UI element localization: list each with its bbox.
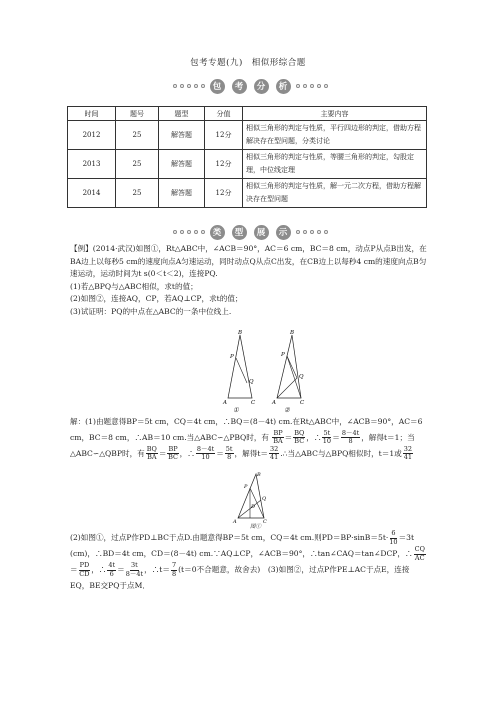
denominator: CD bbox=[79, 569, 90, 578]
figure-1-caption: ① bbox=[233, 406, 239, 414]
numerator: 32 bbox=[269, 444, 279, 453]
fraction bbox=[414, 546, 426, 562]
point-label-a: A bbox=[233, 519, 237, 524]
table-cell: 相似三角形的判定与性质，等腰三角形的判定，勾股定理，中位线定理 bbox=[243, 150, 427, 179]
point-label-c: C bbox=[300, 400, 305, 405]
numerator: 4t bbox=[108, 561, 116, 569]
segment-aq bbox=[277, 378, 297, 398]
fraction bbox=[107, 562, 116, 578]
table-header: 时间 bbox=[68, 107, 116, 121]
section-banner-analysis bbox=[150, 78, 350, 94]
table-row bbox=[68, 121, 427, 150]
point-label-d: D bbox=[251, 504, 256, 510]
denominator: 6 bbox=[109, 569, 114, 578]
dot-icon bbox=[173, 84, 177, 88]
point-label-p: P bbox=[230, 354, 234, 360]
solution-text: .∴当△ABC与△BPQ相似时，t＝1或 bbox=[280, 448, 402, 458]
denominator: BC bbox=[168, 453, 178, 461]
fraction bbox=[196, 446, 215, 462]
example-problem bbox=[70, 243, 428, 318]
figure-3-diagram bbox=[226, 470, 270, 524]
dot-icon bbox=[303, 230, 307, 234]
figure-3-caption: 图① bbox=[250, 524, 262, 530]
solution-text: ，∴ bbox=[179, 448, 195, 458]
numerator: CQ bbox=[414, 545, 425, 553]
dot-icon bbox=[187, 230, 191, 234]
point-label-a: A bbox=[272, 400, 276, 405]
dot-icon bbox=[296, 84, 300, 88]
table-cell: 2014 bbox=[68, 179, 116, 208]
solution-text: 解：(1)由题意得BP＝5t cm，CQ＝4t cm，∴BQ＝(8－4t) cm.在Rt△ABC中，∠ACB＝90°，AC＝6 cm，BC＝8 cm，∴AB＝10 cm.当△ABC∽△PBQ时，有 bbox=[70, 417, 423, 442]
table-cell: 相似三角形的判定与性质，平行四边形的判定，借助方程解决存在型问题，分类讨论 bbox=[243, 121, 427, 150]
denominator: BA bbox=[273, 437, 283, 445]
denominator: 41 bbox=[269, 453, 279, 461]
fraction bbox=[146, 446, 158, 462]
dot-icon bbox=[317, 230, 321, 234]
denominator: 8－4t bbox=[125, 569, 144, 578]
point-label-c: C bbox=[263, 519, 267, 524]
denominator: 8 bbox=[171, 569, 177, 578]
section-banner-examples bbox=[150, 224, 350, 240]
fraction bbox=[403, 446, 413, 462]
point-label-b: B bbox=[257, 472, 261, 478]
fraction bbox=[79, 562, 91, 578]
solution-text: ，∴ bbox=[306, 432, 322, 442]
banner-char: 分 bbox=[254, 79, 269, 94]
table-cell: 解答题 bbox=[159, 179, 205, 208]
solution-text: ，解得t＝ bbox=[234, 448, 268, 458]
dot-icon bbox=[310, 84, 314, 88]
point-label-p: P bbox=[281, 352, 285, 358]
numerator: BP bbox=[168, 444, 178, 453]
dot-icon bbox=[194, 84, 198, 88]
solution-text: (2)如图①，过点P作PD⊥BC于点D.由题意得BP＝5t cm，CQ＝4t cm.则PD＝BP·sinB＝5t· bbox=[70, 533, 389, 542]
question-2: (2)如图②，连接AQ，CP，若AQ⊥CP，求t的值； bbox=[70, 294, 243, 303]
numerator: BP bbox=[273, 428, 283, 437]
denominator: 8 bbox=[227, 453, 232, 461]
denominator: AC bbox=[414, 553, 425, 562]
fraction bbox=[167, 446, 178, 462]
point-label-q: Q bbox=[262, 496, 267, 502]
banner-char: 型 bbox=[232, 225, 247, 240]
fraction bbox=[293, 430, 305, 446]
dot-icon bbox=[303, 84, 307, 88]
solution-part-1: 解：(1)由题意得BP＝5t cm，CQ＝4t cm，∴BQ＝(8－4t) cm.在Rt△ABC中，∠ACB＝90°，AC＝6 cm，BC＝8 cm，∴AB＝10 cm.当△ABC∽△PBQ时，有 $\frac{BP}{BA}$ ＝ $\frac{BQ}{BC}$ ，∴ $\frac{5t}{10}$ ＝ $\frac{8-4t}{8}$ ，解得t＝1；当△ABC∽△QBP时，有 $\frac{BQ}{BA}$ ＝ $\frac{BP}{BC}$ ，∴ $\frac{8-4t}{10}$ ＝ $\frac{5t}{8}$ ，解得t＝ $\frac{32}{41}$ .∴当△ABC与△BPQ相似时，t＝1或 $\frac{32}{41}$ bbox=[70, 417, 423, 461]
point-label-q: Q bbox=[299, 374, 304, 380]
fraction bbox=[322, 430, 331, 446]
denominator: BA bbox=[147, 453, 157, 461]
table-cell: 12分 bbox=[205, 150, 243, 179]
dot-icon bbox=[187, 84, 191, 88]
table-row bbox=[68, 179, 427, 208]
table-cell: 25 bbox=[116, 179, 159, 208]
numerator: 7 bbox=[171, 561, 177, 569]
dot-icon bbox=[201, 84, 205, 88]
table-cell: 解答题 bbox=[159, 150, 205, 179]
fraction bbox=[171, 562, 177, 578]
dot-icon bbox=[194, 230, 198, 234]
point-label-q: Q bbox=[249, 379, 254, 385]
solution-text: ，∴ bbox=[91, 565, 107, 574]
banner-char: 包 bbox=[210, 79, 225, 94]
fraction bbox=[225, 446, 234, 462]
numerator: 5t bbox=[225, 444, 233, 453]
page-title: 包考专题(九) 相似形综合题 bbox=[190, 58, 306, 68]
point-label-a: A bbox=[223, 400, 227, 405]
banner-char: 考 bbox=[232, 79, 247, 94]
numerator: BQ bbox=[294, 428, 305, 437]
point-label-p: P bbox=[244, 484, 248, 490]
denominator: 8 bbox=[348, 437, 353, 445]
banner-char: 类 bbox=[210, 225, 225, 240]
table-header: 分值 bbox=[205, 107, 243, 121]
dot-icon bbox=[317, 84, 321, 88]
numerator: 32 bbox=[403, 444, 413, 453]
table-header: 主要内容 bbox=[243, 107, 427, 121]
table-cell: 2012 bbox=[68, 121, 116, 150]
table-cell: 12分 bbox=[205, 121, 243, 150]
fraction bbox=[269, 446, 279, 462]
banner-char: 析 bbox=[276, 79, 291, 94]
solution-text: ，∴t＝ bbox=[144, 565, 170, 574]
numerator: 6 bbox=[391, 529, 396, 537]
table-header: 题型 bbox=[159, 107, 205, 121]
triangle-abc bbox=[238, 474, 267, 518]
numerator: 8－4t bbox=[196, 444, 215, 453]
denominator: 10 bbox=[389, 537, 398, 546]
dot-icon bbox=[180, 230, 184, 234]
fraction bbox=[389, 530, 397, 546]
solution-text: (t＝0不合题意，故舍去) (3)如图②，过点P作PE⊥AC于点E，连接EQ，BE交PQ于点M． bbox=[70, 565, 410, 590]
figure-1-diagram bbox=[220, 328, 260, 405]
figure-2-diagram bbox=[268, 328, 310, 405]
table-cell: 25 bbox=[116, 121, 159, 150]
solution-text: ＝3t (cm)，∴BD＝4t cm，CD＝(8－4t) cm.∵AQ⊥CP，∠ACB＝90°，∴tan∠CAQ＝tan∠DCP，∴ bbox=[70, 533, 415, 558]
exam-analysis-table bbox=[67, 106, 427, 208]
triangle-abc bbox=[277, 335, 301, 398]
dot-icon bbox=[173, 230, 177, 234]
numerator: 8－4t bbox=[341, 428, 360, 437]
banner-char: 展 bbox=[254, 225, 269, 240]
dot-icon bbox=[180, 84, 184, 88]
table-header-row bbox=[68, 107, 427, 121]
figure-2-caption: ② bbox=[284, 406, 290, 414]
fraction bbox=[126, 562, 143, 578]
denominator: 10 bbox=[201, 453, 210, 461]
question-1: (1)若△BPQ与△ABC相似，求t的值； bbox=[70, 281, 198, 291]
dot-icon bbox=[201, 230, 205, 234]
fraction bbox=[341, 430, 360, 446]
table-cell: 解答题 bbox=[159, 121, 205, 150]
table-cell: 12分 bbox=[205, 179, 243, 208]
dot-icon bbox=[296, 230, 300, 234]
point-label-c: C bbox=[251, 400, 256, 405]
denominator: BC bbox=[294, 437, 305, 445]
denominator: 41 bbox=[403, 453, 413, 461]
numerator: 3t bbox=[131, 561, 138, 569]
denominator: 10 bbox=[322, 437, 331, 445]
table-cell: 25 bbox=[116, 150, 159, 179]
fraction bbox=[272, 430, 283, 446]
dot-icon bbox=[324, 84, 328, 88]
table-cell: 相似三角形的判定与性质，解一元二次方程，借助方程解决存在型问题 bbox=[243, 179, 427, 208]
problem-statement: 【例】(2014·武汉)如图①，Rt△ABC中，∠ACB＝90°，AC＝6 cm，BC＝8 cm，动点P从点B出发，在BA边上以每秒5 cm的速度向点A匀速运动，同时动点Q从点C出发，在CB边上以每秒4 cm的速度向点B匀速运动，运动时间为t s(0＜t＜2)，连接PQ. bbox=[70, 244, 427, 278]
banner-char: 示 bbox=[276, 225, 291, 240]
numerator: PD bbox=[79, 561, 90, 569]
question-3: (3)试证明：PQ的中点在△ABC的一条中位线上. bbox=[70, 306, 232, 316]
point-label-b: B bbox=[238, 330, 243, 336]
point-label-b: B bbox=[290, 330, 295, 336]
dot-icon bbox=[310, 230, 314, 234]
table-header: 题号 bbox=[116, 107, 159, 121]
solution-text: ，解得t＝1；当△ABC∽△QBP时，有 bbox=[70, 432, 415, 458]
table-cell: 2013 bbox=[68, 150, 116, 179]
numerator: BQ bbox=[146, 444, 157, 453]
numerator: 5t bbox=[323, 428, 331, 437]
dot-icon bbox=[324, 230, 328, 234]
segment-cp bbox=[250, 488, 267, 518]
table-row bbox=[68, 150, 427, 179]
solution-part-2: (2)如图①，过点P作PD⊥BC于点D.由题意得BP＝5t cm，CQ＝4t cm.则PD＝BP·sinB＝5t· $\frac{6}{10}$ ＝3t (cm)，∴BD＝4t cm，CD＝(8－4t) cm.∵AQ⊥CP，∠ACB＝90°，∴tan∠CAQ＝tan∠DCP，∴ $\frac{CQ}{AC}$ ＝ $\frac{PD}{CD}$ ，∴ $\frac{4t}{6}$ ＝ $\frac{3t}{8-4t}$ ，∴t＝ $\frac{7}{8}$ (t＝0不合题意，故舍去) (3)如图②，过点P作PE⊥AC于点E，连接EQ，BE交PQ于点M． bbox=[70, 529, 425, 590]
